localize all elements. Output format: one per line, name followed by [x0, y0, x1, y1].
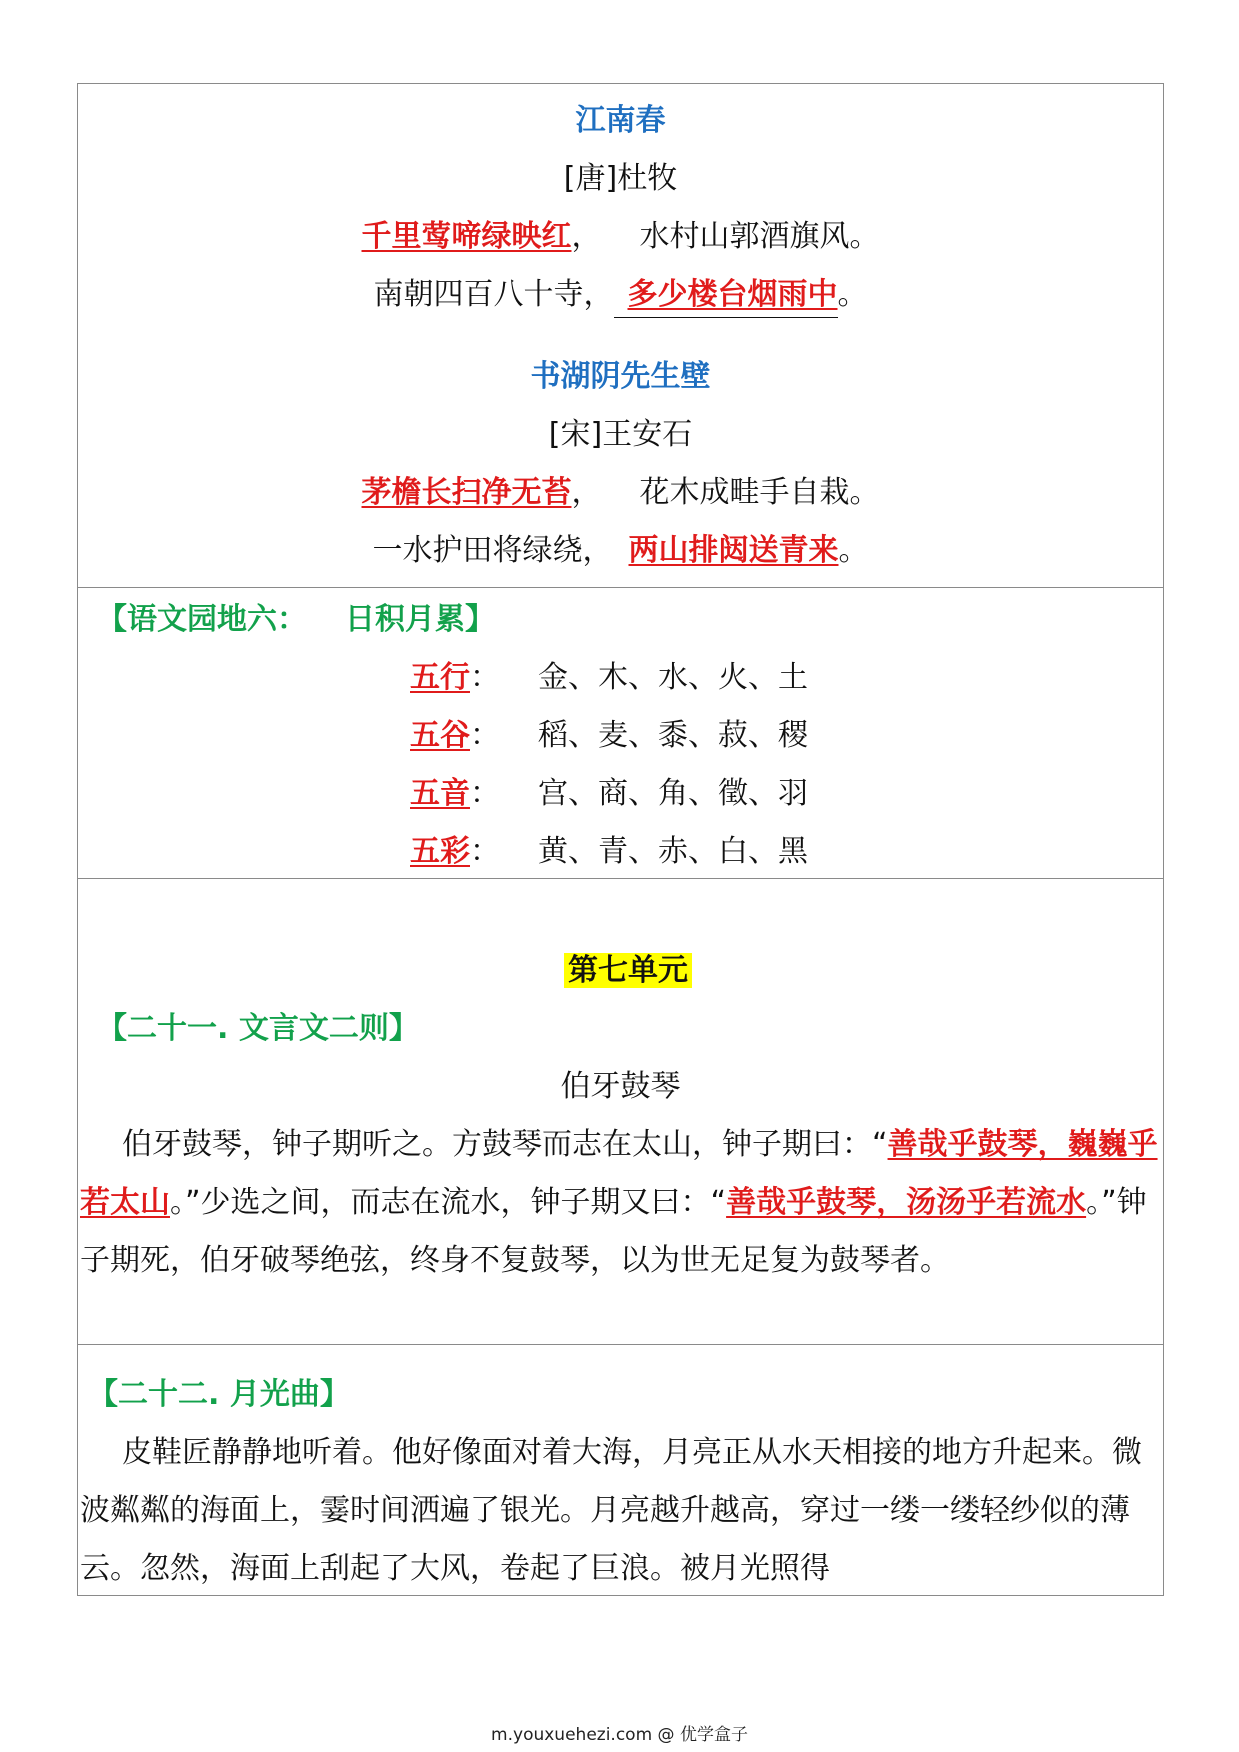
term: 五音	[410, 776, 470, 811]
key-phrase: 茅檐长扫净无苔	[361, 475, 572, 510]
poem-text: 水村山郭酒旗风。	[639, 219, 880, 254]
key-phrase: 两山排闼送青来	[628, 533, 839, 568]
paragraph-text: 伯牙鼓琴，钟子期听之。方鼓琴而志在太山，钟子期曰：“	[122, 1127, 888, 1162]
section-heading-part: 【语文园地六：	[97, 602, 307, 637]
poem-text: 花木成畦手自栽。	[639, 475, 880, 510]
lesson-paragraph: 皮鞋匠静静地听着。他好像面对着大海，月亮正从水天相接的地方升起来。微波粼粼的海面上，霎时间洒遍了银光。月亮越升越高，穿过一缕一缕轻纱似的薄云。忽然，海面上刮起了大风，卷起了巨浪。被月光照得	[80, 1435, 1142, 1586]
list-item	[410, 649, 1010, 707]
lesson-paragraph	[80, 1116, 1163, 1290]
poem-text: 一水护田将绿绕，	[372, 533, 613, 568]
punct: 。	[838, 533, 869, 568]
punct: ：	[470, 718, 500, 753]
paragraph-text: 。”少选之间，而志在流水，钟子期又曰：“	[170, 1185, 727, 1220]
poem-line	[78, 208, 1163, 266]
punct: ：	[470, 776, 500, 811]
section-divider	[77, 1344, 1164, 1345]
footer-watermark: m.youxuehezi.com @ 优学盒子	[491, 1725, 748, 1745]
term-values: 宫、商、角、徵、羽	[538, 776, 808, 811]
punct: ，	[571, 475, 602, 510]
poem-title: 江南春	[575, 103, 666, 138]
unit-highlight: 第七单元	[564, 953, 692, 988]
list-item	[410, 707, 1010, 765]
key-phrase: 善哉乎鼓琴，巍巍乎若太山	[80, 1127, 1158, 1220]
poem-author: [唐]杜牧	[563, 161, 678, 196]
term: 五行	[410, 660, 470, 695]
poem-line	[78, 522, 1163, 580]
lesson-subtitle: 伯牙鼓琴	[560, 1069, 681, 1104]
term-values: 黄、青、赤、白、黑	[538, 834, 808, 869]
punct: ：	[470, 834, 500, 869]
section-divider	[77, 587, 1164, 588]
unit-label	[78, 942, 1178, 1000]
punct: ，	[571, 219, 602, 254]
section-heading-part: 日积月累】	[345, 602, 495, 637]
lesson-heading: 【二十一. 文言文二则】	[97, 1011, 419, 1046]
term-values: 稻、麦、黍、菽、稷	[538, 718, 808, 753]
punct: 。	[837, 277, 868, 312]
paragraph-text: 。”钟子期死，伯牙破琴绝弦，终身不复鼓琴，以为世无足复为鼓琴者。	[80, 1185, 1147, 1278]
key-phrase: 善哉乎鼓琴，汤汤乎若流水	[726, 1185, 1087, 1220]
key-phrase: 千里莺啼绿映红	[361, 219, 572, 254]
poem-author: [宋]王安石	[548, 417, 693, 452]
poem-text: 南朝四百八十寺，	[373, 277, 614, 312]
list-item	[410, 823, 1010, 881]
poem-title: 书湖阴先生壁	[530, 359, 711, 394]
punct: ：	[470, 660, 500, 695]
key-phrase: 多少楼台烟雨中	[627, 277, 838, 312]
poem-line	[78, 266, 1163, 324]
term-values: 金、木、水、火、土	[538, 660, 808, 695]
poem-line	[78, 464, 1163, 522]
lesson-heading: 【二十二. 月光曲】	[88, 1377, 350, 1412]
term: 五彩	[410, 834, 470, 869]
term: 五谷	[410, 718, 470, 753]
section-heading	[97, 591, 1157, 649]
list-item	[410, 765, 1010, 823]
